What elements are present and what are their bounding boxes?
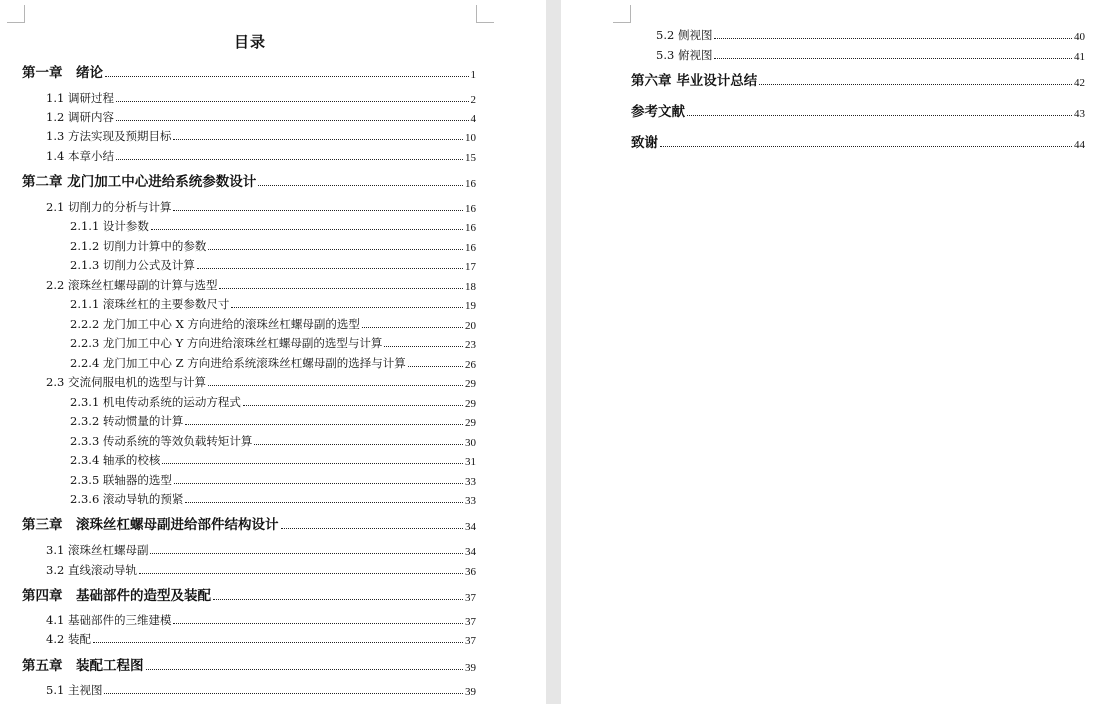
toc-section-title: 2.1.1 设计参数 (70, 218, 149, 233)
toc-page-number: 20 (465, 319, 476, 332)
toc-dot-leader (116, 101, 469, 102)
toc-page-number: 43 (1074, 108, 1085, 120)
toc-dot-leader (139, 573, 463, 574)
toc-entry[interactable] (70, 217, 476, 234)
toc-dot-leader (185, 502, 463, 503)
toc-section-title: 2.3.2 转动惯量的计算 (70, 413, 184, 428)
toc-section-title: 2.2.4 龙门加工中心 Z 方向进给系统滚珠丝杠螺母副的选择与计算 (70, 355, 406, 370)
toc-dot-leader (173, 139, 463, 140)
toc-section-title: 2.3.6 滚动导轨的预紧 (70, 491, 184, 506)
toc-section-title: 2.2 滚珠丝杠螺母副的计算与选型 (46, 277, 218, 292)
toc-entry[interactable] (46, 561, 476, 578)
toc-dot-leader (173, 623, 463, 624)
toc-page-number: 42 (1074, 77, 1085, 89)
toc-entry[interactable] (46, 276, 476, 293)
toc-entry[interactable] (22, 654, 476, 674)
toc-section-title: 2.1.3 切削力公式及计算 (70, 257, 195, 272)
toc-dot-leader (162, 463, 463, 464)
toc-chapter-heading: 第二章 龙门加工中心进给系统参数设计 (22, 174, 257, 190)
toc-dot-leader (151, 229, 463, 230)
toc-page-number: 16 (465, 178, 476, 190)
toc-entry[interactable] (70, 354, 476, 371)
toc-section-title: 5.2 侧视图 (656, 27, 713, 42)
toc-section-title: 2.3.5 联轴器的选型 (70, 472, 172, 487)
toc-dot-leader (281, 528, 464, 529)
toc-page-number: 44 (1074, 139, 1085, 151)
toc-dot-leader (116, 159, 463, 160)
toc-entry[interactable] (46, 681, 476, 698)
toc-dot-leader (231, 307, 463, 308)
toc-page-number: 33 (465, 494, 476, 507)
toc-section-title: 2.3.3 传动系统的等效负载转矩计算 (70, 433, 253, 448)
toc-dot-leader (714, 38, 1072, 39)
toc-page-number: 34 (465, 521, 476, 533)
toc-entry[interactable] (70, 471, 476, 488)
toc-section-title: 2.1.2 切削力计算中的参数 (70, 238, 207, 253)
toc-entry[interactable] (46, 198, 476, 215)
toc-entry[interactable] (70, 315, 476, 332)
page-corner-mark-top-right (476, 5, 494, 23)
toc-entry[interactable] (656, 46, 1085, 63)
toc-entry[interactable] (70, 334, 476, 351)
toc-section-title: 2.1 切削力的分析与计算 (46, 199, 172, 214)
toc-page-number: 1 (470, 69, 476, 81)
toc-entry[interactable] (46, 541, 476, 558)
toc-page-number: 37 (465, 634, 476, 647)
toc-section-title: 1.3 方法实现及预期目标 (46, 128, 172, 143)
toc-section-title: 5.1 主视图 (46, 682, 103, 697)
toc-entry[interactable] (70, 490, 476, 507)
toc-dot-leader (150, 553, 463, 554)
toc-entry[interactable] (46, 127, 476, 144)
toc-page-number: 41 (1074, 50, 1085, 63)
toc-dot-leader (208, 385, 463, 386)
toc-entry[interactable] (46, 147, 476, 164)
toc-dot-leader (219, 288, 463, 289)
toc-section-title: 4.2 装配 (46, 631, 91, 646)
toc-dot-leader (197, 268, 463, 269)
page-corner-mark-top-left (613, 5, 631, 23)
toc-dot-leader (362, 327, 463, 328)
toc-chapter-heading: 参考文献 (631, 104, 685, 120)
toc-chapter-heading: 第六章 毕业设计总结 (631, 73, 758, 89)
toc-dot-leader (213, 599, 463, 600)
toc-title: 目录 (233, 33, 266, 51)
toc-page-number: 29 (465, 416, 476, 429)
toc-page-number: 19 (465, 299, 476, 312)
toc-entry[interactable] (70, 451, 476, 468)
toc-section-title: 1.4 本章小结 (46, 148, 114, 163)
toc-page-number: 31 (465, 455, 476, 468)
toc-section-title: 1.2 调研内容 (46, 109, 114, 124)
toc-entry[interactable] (46, 373, 476, 390)
toc-page-number: 29 (465, 377, 476, 390)
toc-entry[interactable] (22, 61, 476, 81)
toc-dot-leader (687, 115, 1072, 116)
toc-section-title: 4.1 基础部件的三维建模 (46, 612, 172, 627)
toc-entry[interactable] (46, 630, 476, 647)
toc-page-number: 15 (465, 151, 476, 164)
toc-section-title: 1.1 调研过程 (46, 90, 114, 105)
toc-entry[interactable] (22, 170, 476, 190)
toc-page-number: 16 (465, 202, 476, 215)
toc-section-title: 2.2.2 龙门加工中心 X 方向进给的滚珠丝杠螺母副的选型 (70, 316, 360, 331)
toc-entry[interactable] (46, 89, 476, 106)
toc-entry[interactable] (656, 26, 1085, 43)
toc-page-number: 34 (465, 545, 476, 558)
toc-dot-leader (105, 76, 469, 77)
toc-entry[interactable] (46, 108, 476, 125)
toc-page-number: 17 (465, 260, 476, 273)
toc-dot-leader (174, 483, 463, 484)
toc-entry[interactable] (631, 100, 1085, 120)
toc-entry[interactable] (70, 412, 476, 429)
toc-dot-leader (116, 120, 469, 121)
toc-page-number: 33 (465, 475, 476, 488)
toc-entry[interactable] (46, 611, 476, 628)
toc-chapter-heading: 第五章 装配工程图 (22, 658, 144, 674)
toc-entry[interactable] (22, 513, 476, 533)
toc-dot-leader (93, 642, 463, 643)
toc-page-number: 39 (465, 685, 476, 698)
toc-entry[interactable] (22, 584, 476, 604)
toc-section-title: 2.1.1 滚珠丝杠的主要参数尺寸 (70, 296, 230, 311)
toc-section-title: 3.1 滚珠丝杠螺母副 (46, 542, 149, 557)
toc-dot-leader (146, 669, 464, 670)
document-page-right (561, 0, 1098, 704)
toc-entry[interactable] (70, 393, 476, 410)
toc-entry[interactable] (70, 432, 476, 449)
toc-chapter-heading: 第三章 滚珠丝杠螺母副进给部件结构设计 (22, 517, 279, 533)
toc-dot-leader (254, 444, 463, 445)
toc-dot-leader (208, 249, 463, 250)
toc-page-number: 29 (465, 397, 476, 410)
toc-section-title: 2.3.1 机电传动系统的运动方程式 (70, 394, 241, 409)
toc-section-title: 2.3 交流伺服电机的选型与计算 (46, 374, 206, 389)
toc-page-number: 10 (465, 131, 476, 144)
toc-dot-leader (173, 210, 463, 211)
toc-page-number: 2 (470, 93, 476, 106)
toc-section-title: 2.2.3 龙门加工中心 Y 方向进给滚珠丝杠螺母副的选型与计算 (70, 335, 383, 350)
toc-page-number: 23 (465, 338, 476, 351)
toc-entry[interactable] (631, 131, 1085, 151)
toc-chapter-heading: 第一章 绪论 (22, 65, 103, 81)
toc-dot-leader (660, 146, 1072, 147)
toc-chapter-heading: 致谢 (631, 135, 658, 151)
page-gutter (546, 0, 561, 704)
document-page-left (0, 0, 546, 704)
toc-entry[interactable] (631, 69, 1085, 89)
toc-page-number: 39 (465, 662, 476, 674)
toc-dot-leader (384, 346, 463, 347)
toc-page-number: 16 (465, 221, 476, 234)
toc-dot-leader (759, 84, 1072, 85)
toc-section-title: 2.3.4 轴承的校核 (70, 452, 161, 467)
toc-entry[interactable] (70, 295, 476, 312)
toc-entry[interactable] (70, 237, 476, 254)
toc-page-number: 26 (465, 358, 476, 371)
toc-dot-leader (714, 58, 1072, 59)
toc-page-number: 37 (465, 615, 476, 628)
toc-page-number: 37 (465, 592, 476, 604)
toc-dot-leader (185, 424, 463, 425)
toc-page-number: 40 (1074, 30, 1085, 43)
toc-page-number: 36 (465, 565, 476, 578)
toc-page-number: 4 (470, 112, 476, 125)
toc-dot-leader (104, 693, 463, 694)
toc-dot-leader (408, 366, 463, 367)
toc-dot-leader (243, 405, 463, 406)
page-corner-mark-top-left (7, 5, 25, 23)
toc-section-title: 5.3 俯视图 (656, 47, 713, 62)
toc-page-number: 16 (465, 241, 476, 254)
toc-chapter-heading: 第四章 基础部件的造型及装配 (22, 588, 211, 604)
toc-page-number: 18 (465, 280, 476, 293)
toc-page-number: 30 (465, 436, 476, 449)
toc-entry[interactable] (70, 256, 476, 273)
toc-dot-leader (258, 185, 463, 186)
toc-section-title: 3.2 直线滚动导轨 (46, 562, 137, 577)
